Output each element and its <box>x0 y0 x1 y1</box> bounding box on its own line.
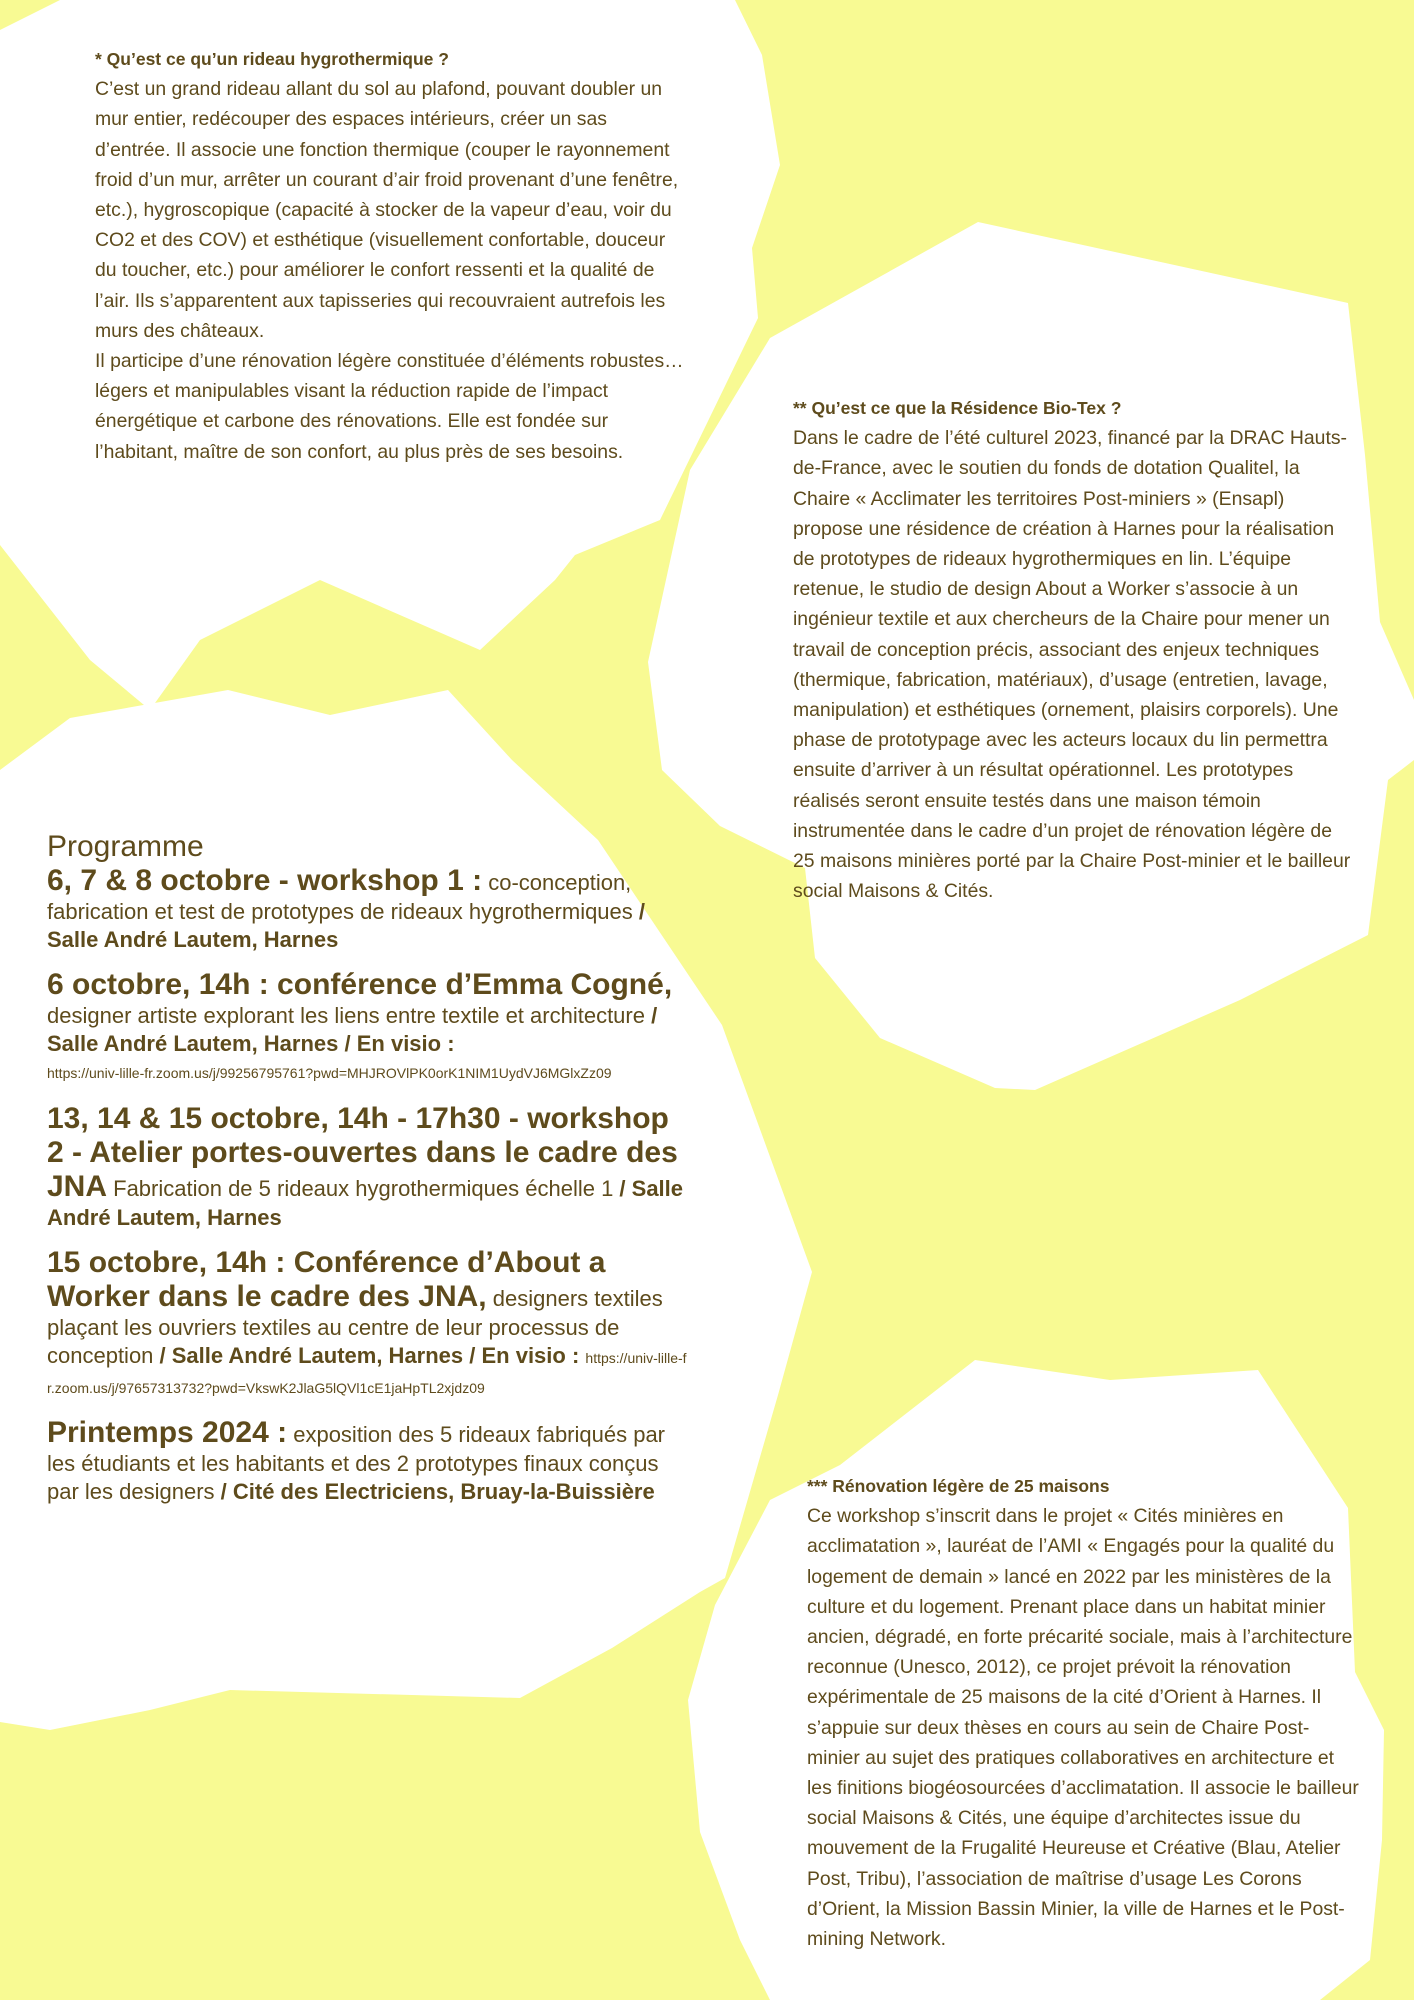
programme-item-workshop-2 <box>47 1102 687 1232</box>
rideau-heading: * Qu’est ce qu’un rideau hygrothermique ? <box>95 49 449 69</box>
renovation-paragraph: Ce workshop s’inscrit dans le projet « Cités minières en acclimatation », lauréat de l’AMI « Engagés pour la qualité du logement de demain » lancé en 2022 par les ministères de la culture et du logement. Prenant place dans un habitat minier ancien, dégradé, en forte précarité sociale, mais à l’architecture reconnue (Unesco, 2012), ce projet prévoit la rénovation expérimentale de 25 maisons de la cité d’Orient à Harnes. Il s’appuie sur deux thèses en cours au sein de Chaire Post-minier au sujet des pratiques collaboratives en architecture et les finitions biogéosourcées d’acclimatation. Il associe le bailleur social Maisons & Cités, une équipe d’architectes issue du mouvement de la Frugalité Heureuse et Créative (Blau, Atelier Post, Tribu), l’association de maîtrise d’usage Les Corons d’Orient, la Mission Bassin Minier, la ville de Harnes et le Post-mining Network. <box>807 1505 1359 1951</box>
programme-item-location: / Salle André Lautem, Harnes <box>47 899 646 952</box>
programme-item-description: designers textiles plaçant les ouvriers textiles au centre de leur processus de conception <box>47 1286 663 1368</box>
rideau-paragraph-1: C’est un grand rideau allant du sol au plafond, pouvant doubler un mur entier, redécouper des espaces intérieurs, créer un sas d’entrée. Il associe une fonction thermique (couper le rayonnement froid d’un mur, arrêter un courant d’air froid provenant d’une fenêtre, etc.), hygroscopique (capacité à stocker de la vapeur d’eau, voir du CO2 et des COV) et esthétique (visuellement confortable, douceur du toucher, etc.) pour améliorer le confort ressenti et la qualité de l’air. Ils s’apparentent aux tapisseries qui recouvraient autrefois les murs des châteaux. <box>95 78 679 342</box>
programme-item-date: 15 octobre, 14h : Conférence d’About a Worker dans le cadre des JNA, <box>47 1246 606 1313</box>
programme-item-conference-about-a-worker <box>47 1246 687 1402</box>
residence-paragraph: Dans le cadre de l’été culturel 2023, financé par la DRAC Hauts-de-France, avec le soutien du fonds de dotation Qualitel, la Chaire « Acclimater les territoires Post-miniers » (Ensapl) propose une résidence de création à Harnes pour la réalisation de prototypes de rideaux hygrothermiques en lin. L’équipe retenue, le studio de design About a Worker s’associe à un ingénieur textile et aux chercheurs de la Chaire pour mener un travail de conception précis, associant des enjeux techniques (thermique, fabrication, matériaux), d’usage (entretien, lavage, manipulation) et esthétiques (ornement, plaisirs corporels). Une phase de prototypage avec les acteurs locaux du lin permettra ensuite d’arriver à un résultat opérationnel. Les prototypes réalisés seront ensuite testés dans une maison témoin instrumentée dans le cadre d’un projet de rénovation légère de 25 maisons minières porté par la Chaire Post-minier et le bailleur social Maisons & Cités. <box>793 427 1351 903</box>
programme-item-exposition <box>47 1416 687 1506</box>
visio-link[interactable]: https://univ-lille-fr.zoom.us/j/99256795761?pwd=MHJROVlPK0orK1NIM1UydVJ6MGlxZz09 <box>47 1065 612 1081</box>
rideau-section <box>95 44 685 467</box>
programme-item-date: 6 octobre, 14h : conférence d’Emma Cogné, <box>47 968 673 1001</box>
programme-title: Programme <box>47 830 204 863</box>
residence-section <box>793 393 1353 906</box>
programme-section <box>47 830 687 1520</box>
visio-link[interactable]: https://univ-lille-fr.zoom.us/j/97657313732?pwd=VkswK2JlaG5lQVl1cE1jaHpTL2xjdz09 <box>47 1350 687 1396</box>
residence-heading: ** Qu’est ce que la Résidence Bio-Tex ? <box>793 398 1122 418</box>
rideau-paragraph-2: Il participe d’une rénovation légère constituée d’éléments robustes… légers et manipulables visant la réduction rapide de l’impact énergétique et carbone des rénovations. Elle est fondée sur l’habitant, maître de son confort, au plus près de ses besoins. <box>95 350 684 463</box>
programme-item-location: / Salle André Lautem, Harnes / En visio : <box>47 1003 658 1056</box>
programme-item-location: / Salle André Lautem, Harnes / En visio : <box>153 1343 580 1368</box>
programme-item-description: exposition des 5 rideaux fabriqués par les étudiants et les habitants et des 2 prototypes finaux conçus par les designers <box>47 1422 666 1504</box>
programme-item-date: 6, 7 & 8 octobre - workshop 1 : <box>47 864 483 897</box>
programme-item-conference-emma-cogne <box>47 968 687 1088</box>
programme-item-location: / Salle André Lautem, Harnes <box>47 1176 684 1230</box>
renovation-heading: *** Rénovation légère de 25 maisons <box>807 1476 1110 1496</box>
programme-item-date: Printemps 2024 : <box>47 1416 288 1449</box>
programme-item-description: designer artiste explorant les liens entre textile et architecture <box>47 1003 645 1028</box>
programme-item-description: Fabrication de 5 rideaux hygrothermiques échelle 1 <box>107 1176 614 1201</box>
programme-item-date: 13, 14 & 15 octobre, 14h - 17h30 - workshop 2 - Atelier portes-ouvertes dans le cadre des JNA <box>47 1102 678 1203</box>
renovation-section <box>807 1471 1359 1954</box>
programme-item-location: / Cité des Electriciens, Bruay-la-Buissière <box>214 1479 655 1504</box>
programme-item-description: co-conception, fabrication et test de prototypes de rideaux hygrothermiques <box>47 870 633 924</box>
programme-item-workshop-1 <box>47 864 687 954</box>
